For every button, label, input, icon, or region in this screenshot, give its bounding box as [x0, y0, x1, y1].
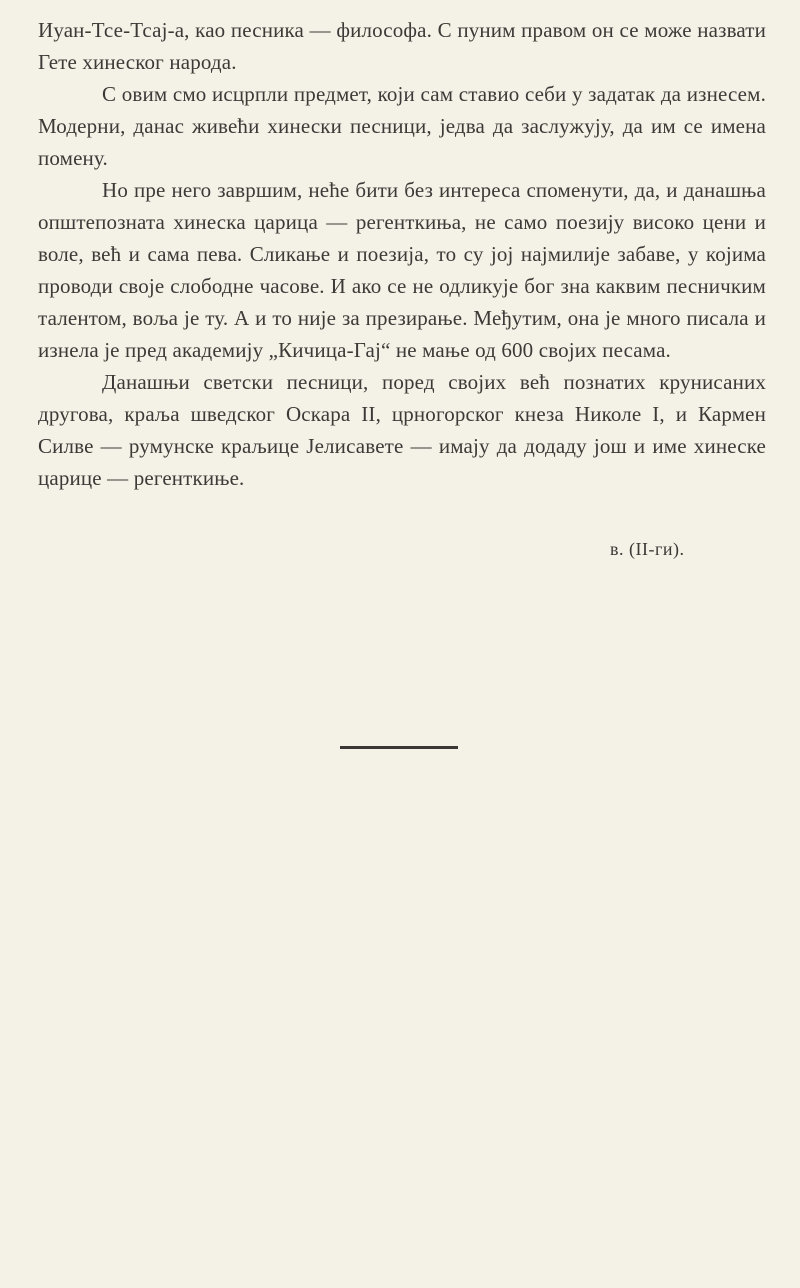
body-text — [38, 14, 766, 494]
section-divider — [340, 746, 458, 749]
paragraph-1: Иуан-Тсе-Тсај-а, као песника — философа. С пуним правом он се може назвати Гете хинеског народа. — [38, 18, 766, 74]
paragraph-4: Данашњи светски песници, поред својих већ познатих крунисаних другова, краља шведског Оскара II, црногорског кнеза Николе I, и Кармен Силве — румунске краљице Јелисавете — имају да додаду још и име хинеске царице — регенткиње. — [38, 370, 766, 490]
paragraph-3: Но пре него завршим, неће бити без интереса споменути, да, и данашња општепозната хинеска царица — регенткиња, не само поезију високо цени и воле, већ и сама пева. Сликање и поезија, то су јој најмилије забаве, у којима проводи своје слободне часове. И ако се не одликује бог зна каквим песничким талентом, воља је ту. А и то није за презирање. Међутим, она је много писала и изнела је пред академију „Кичица-Гај“ не мање од 600 својих песама. — [38, 178, 766, 362]
author-signature: в. (II-ги). — [610, 539, 685, 559]
paragraph-2: С овим смо исцрпли предмет, који сам ставио себи у задатак да изнесем. Модерни, данас живећи хинески песници, једва да заслужују, да им се имена помену. — [38, 82, 766, 170]
